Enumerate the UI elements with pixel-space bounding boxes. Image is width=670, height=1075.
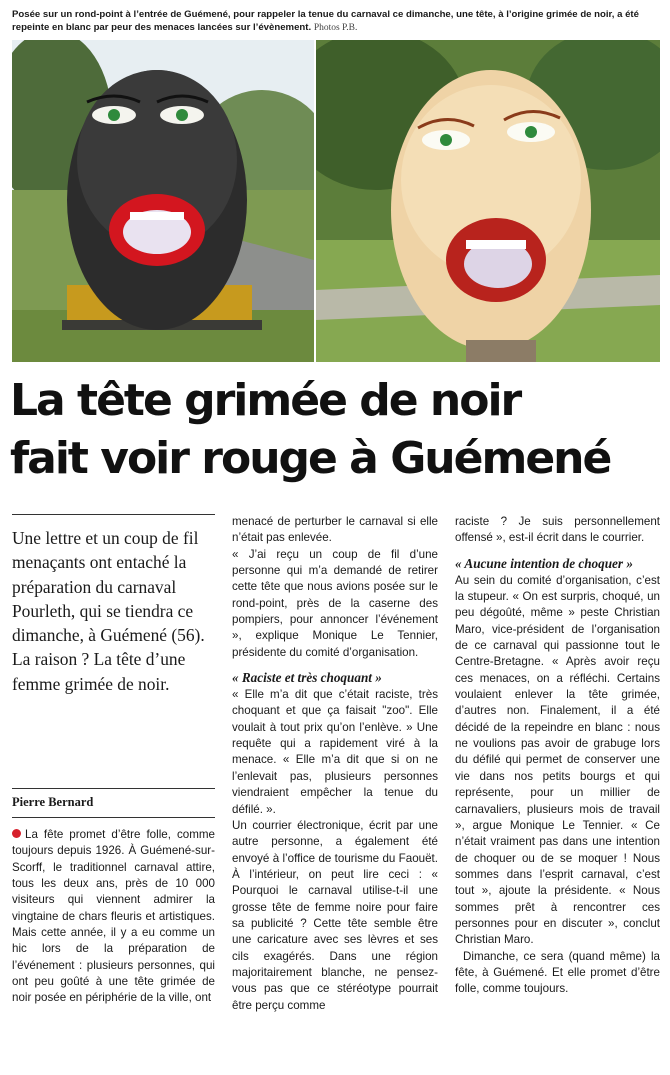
photo-white-head — [316, 40, 660, 362]
paragraph: raciste ? Je suis personnellement offensé », est-il écrit dans le courrier. — [455, 515, 660, 545]
photo-credit: Photos P.B. — [313, 23, 358, 33]
paragraph: « Elle m’a dit que c’était raciste, très choquant et que ça faisait "zoo". Elle voulait à tout prix qu’on l’enlève. » Une requête qui a rapidement viré à la menace. « Elle m’a dit que si on ne l’enlevait pas, plusieurs personnes viendraient empêcher la tenue du défilé. ». — [232, 688, 438, 816]
byline-block — [12, 788, 215, 818]
column-2 — [232, 514, 438, 1014]
column-1 — [12, 514, 215, 696]
bullet-dot-icon — [12, 829, 21, 838]
paragraph: Au sein du comité d’organisation, c’est la stupeur. « On est surpris, choqué, un peu dégoûté, même » peste Christian Maro, vice-président de l’organisation de ce carnaval qui passionne tout le Centre-Bretagne. « Après avoir reçu ces menaces, on a réfléchi. Certains voulaient enlever la tête grimée, d’autres non. Finalement, il a été décidé de la repeindre en blanc : nous ne voulions pas avoir de grabuge lors du défilé qui permet de conserver une vie dans nos petits bourgs et qui représente, pour un millier de carnavaliers, plusieurs mois de travail », argue Monique Le Tennier. « Ce n’était vraiment pas dans une intention de choquer ou de se moquer ! Nous sommes dans l’esprit carnaval, c’est tout », ajoute la présidente. « Nous sommes prêt à rencontrer ces personnes pour en discuter », conclut Christian Maro. — [455, 573, 660, 947]
intertitle: « Aucune intention de choquer » — [455, 555, 633, 571]
headline — [10, 372, 662, 488]
headline-line-1: La tête grimée de noir — [10, 375, 521, 426]
standfirst: Une lettre et un coup de fil menaçants ont entaché la préparation du carnaval Pourleth, qui se tiendra ce dimanche, à Guémené (56). La raison ? La tête d’une femme grimée de noir. — [12, 528, 205, 694]
headline-line-2: fait voir rouge à Guémené — [10, 433, 611, 484]
lead-paragraph — [12, 827, 215, 1007]
white-head-illustration — [316, 40, 660, 362]
black-head-illustration — [12, 40, 314, 362]
intertitle: « Raciste et très choquant » — [232, 670, 382, 686]
paragraph: Un courrier électronique, écrit par une autre personne, a également été envoyé à l’office de tourisme du Faouët. À l’intérieur, on peut lire ceci : « Pourquoi le carnaval utilise-t-il une grosse tête de femme noire pour faire sa publicité ? Cette tête semble être une caricature avec ses lèvres et ses cils exagérés. Dans une région majoritairement blanche, ne pensez-vous pas que ce stéréotype pourrait être perçu comme — [232, 818, 438, 1012]
paragraph: « J’ai reçu un coup de fil d’une personne qui m’a demandé de retirer cette tête que nous avions posée sur le rond-point, près de la caserne des pompiers, pour annoncer l’événement », explique Monique Le Tennier, présidente du comité d’organisation. — [232, 547, 438, 659]
paragraph: Dimanche, ce sera (quand même) la fête, à Guémené. Et elle promet d’être folle, comme toujours. — [455, 949, 660, 996]
caption-text: Posée sur un rond-point à l’entrée de Guémené, pour rappeler la tenue du carnaval ce dimanche, une tête, à l’origine grimée de noir, a été repeinte en blanc par peur des menaces lancées sur l’évènement. — [12, 9, 639, 33]
column-3 — [455, 514, 660, 998]
paragraph: menacé de perturber le carnaval si elle n’était pas enlevée. — [232, 515, 438, 545]
lead-text: La fête promet d’être folle, comme toujours depuis 1926. À Guémené-sur-Scorff, le traditionnel carnaval attire, tous les deux ans, près de 10 000 visiteurs qui viennent admirer la vingtaine de chars fleuris et artistiques. Mais cette année, il y a eu comme un hic lors de la préparation de l’événement : plusieurs personnes, qui ont peu goûté à une tête grimée de noir posée en périphérie de la ville, ont — [12, 828, 215, 1005]
photo-caption — [12, 8, 660, 35]
photo-black-head — [12, 40, 314, 362]
column-rule — [12, 514, 215, 515]
byline-rule-bottom — [12, 817, 215, 818]
byline: Pierre Bernard — [12, 795, 94, 809]
